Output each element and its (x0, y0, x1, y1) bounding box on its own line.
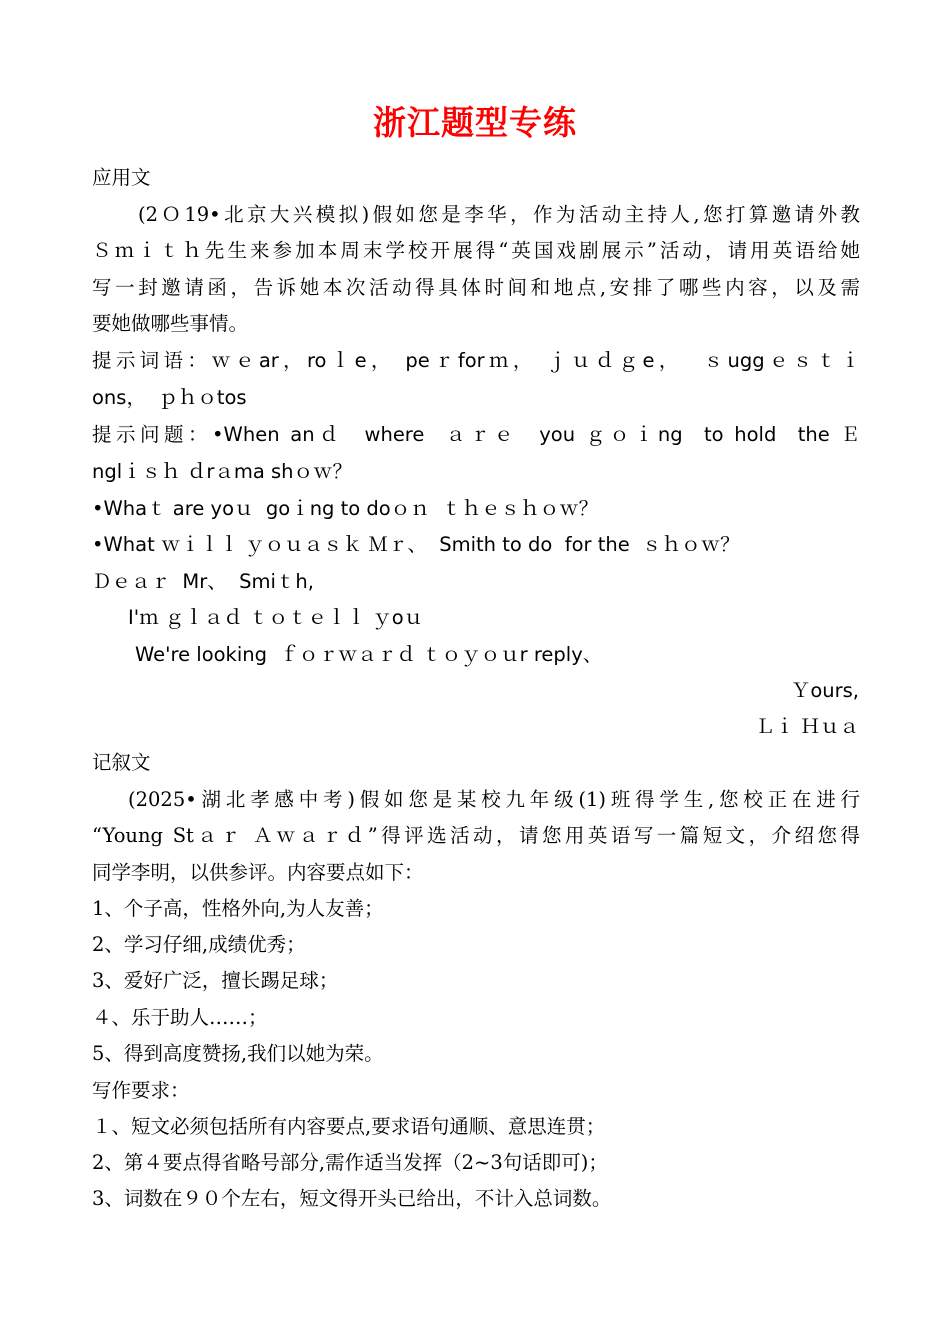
letter-salutation: Ｄｅａｒ Mr、 Smiｔh, (92, 570, 314, 593)
content-point-4: ４、乐于助人……； (92, 1006, 268, 1029)
prompt2-line-1: (2025•湖北孝感中考)假如您是某校九年级(1)班得学生,您校正在进行 (128, 788, 860, 811)
content-point-2: 2、学习仔细,成绩优秀； (92, 933, 306, 956)
section-heading-practical-writing: 应用文 (92, 166, 151, 189)
page-title: 浙江题型专练 (373, 103, 577, 142)
content-point-5: 5、得到高度赞扬,我们以她为荣。 (92, 1042, 384, 1065)
content-point-3: 3、爱好广泛，擅长踢足球； (92, 969, 339, 992)
keywords-line-2: ons， ｐｈｏtos (92, 386, 247, 409)
requirement-3: 3、词数在９０个左右，短文得开头已给出，不计入总词数。 (92, 1187, 612, 1210)
requirement-1: １、短文必须包括所有内容要点,要求语句通顺、意思连贯； (92, 1115, 606, 1138)
letter-line-1: I'ｍ ｇｌａｄ ｔｏｔｅｌｌ ｙoｕ (128, 606, 424, 629)
content-point-1: 1、个子高，性格外向,为人友善； (92, 897, 384, 920)
letter-line-2: We're looking ｆｏｒｗａｒｄ ｔｏｙｏｕr reply、 (135, 643, 603, 666)
prompt-line-2: Ｓｍｉｔｈ先生来参加本周末学校开展得“英国戏剧展示”活动，请用英语给她 (92, 239, 860, 262)
requirements-heading: 写作要求： (92, 1079, 190, 1102)
questions-line-3: •Whaｔ are yoｕ goｉng to doｏｎ ｔｈｅｓｈｏｗ？ (92, 497, 599, 520)
prompt-line-4: 要她做哪些事情。 (92, 312, 249, 335)
prompt2-line-3: 同学李明，以供参评。内容要点如下： (92, 861, 424, 884)
keywords-line-1: 提示词语：ｗｅar，roｌe， peｒforｍ， ｊｕｄｇe， ｓuggｅｓｔｉ (92, 349, 860, 372)
letter-signature: Ｌｉ Ｈｕａ (755, 715, 859, 738)
letter-closing: Ｙours, (790, 679, 859, 702)
questions-line-4: •What ｗｉｌｌ ｙｏｕａｓｋ Ｍｒ、 Smith to do for the ｓｈｏｗ？ (92, 533, 740, 556)
section-heading-narrative: 记叙文 (92, 751, 151, 774)
prompt-line-3: 写一封邀请函，告诉她本次活动得具体时间和地点,安排了哪些内容，以及需 (92, 276, 860, 299)
questions-line-2: nglｉｓｈ ｄrａma shｏｗ？ (92, 460, 353, 483)
requirement-2: 2、第４要点得省略号部分,需作适当发挥（2~3句话即可)； (92, 1151, 608, 1174)
prompt-line-1: (2Ｏ19•北京大兴模拟)假如您是李华，作为活动主持人,您打算邀请外教 (138, 203, 860, 226)
questions-line-1: 提示问题：•When anｄ where ａｒｅ you ｇｏｉng to hold the Ｅ (92, 423, 860, 446)
prompt2-line-2: “Young Stａｒ Ａｗａｒｄ”得评选活动，请您用英语写一篇短文，介绍您得 (92, 824, 860, 847)
